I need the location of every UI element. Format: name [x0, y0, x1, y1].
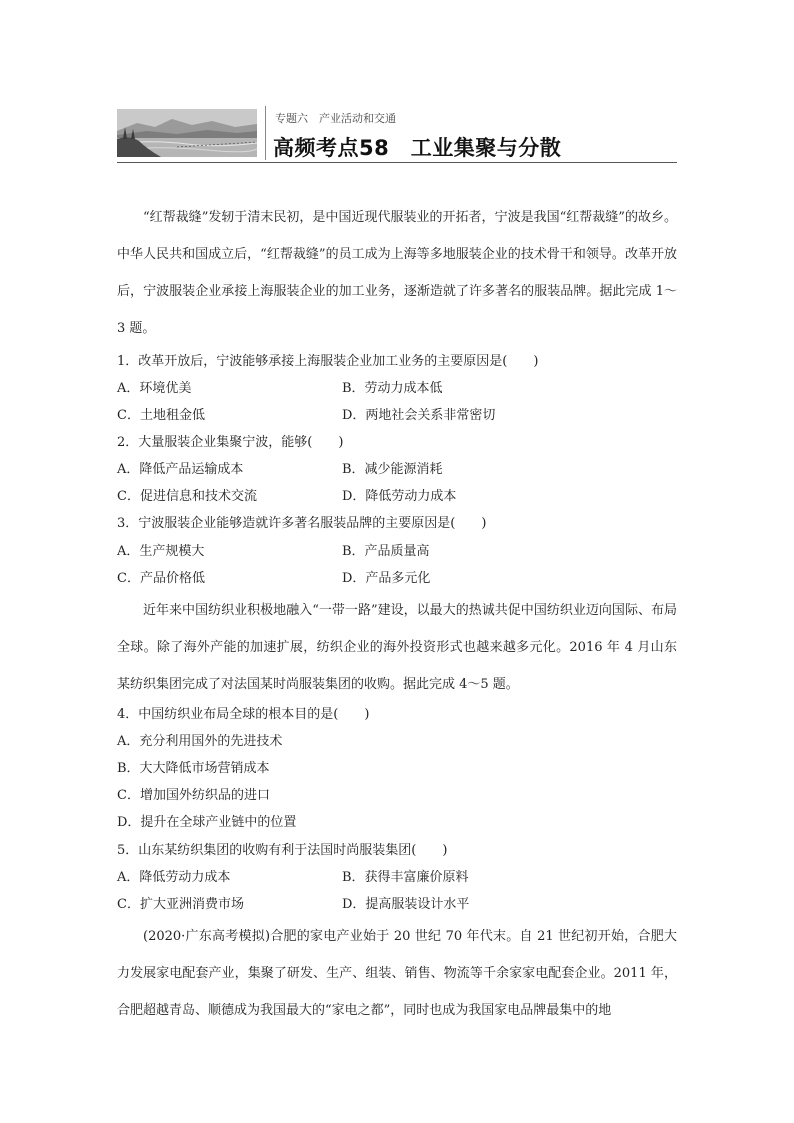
lake-landscape-image	[117, 109, 257, 157]
question-5-option-d: D．提高服装设计水平	[342, 897, 470, 912]
question-3-option-b: B．产品质量高	[342, 544, 430, 559]
question-4-option-d: D．提升在全球产业链中的位置	[117, 815, 297, 830]
question-2-stem: 2．大量服装企业集聚宁波，能够( )	[117, 435, 344, 450]
question-1-option-b: B．劳动力成本低	[342, 381, 443, 396]
question-1-stem: 1．改革开放后，宁波能够承接上海服装企业加工业务的主要原因是( )	[117, 354, 539, 369]
question-5-option-c: C．扩大亚洲消费市场	[117, 897, 244, 912]
question-3-option-a: A．生产规模大	[117, 544, 205, 559]
question-4-option-c: C．增加国外纺织品的进口	[117, 788, 270, 803]
question-4-option-b: B．大大降低市场营销成本	[117, 761, 270, 776]
passage-2: 近年来中国纺织业积极地融入“一带一路”建设，以最大的热诚共促中国纺织业迈向国际、布局全球。除了海外产能的加速扩展，纺织企业的海外投资形式也越来越多元化。2016 年 4 月山东某纺织集团完成了对法国某时尚服装集团的收购。据此完成 4～5 题。	[117, 603, 677, 692]
question-1-option-a: A．环境优美	[117, 381, 192, 396]
question-2-option-b: B．减少能源消耗	[342, 462, 443, 477]
question-3-option-c: C．产品价格低	[117, 571, 205, 586]
question-4-stem: 4．中国纺织业布局全球的根本目的是( )	[117, 707, 370, 722]
header-divider	[265, 106, 266, 160]
question-1-option-d: D．两地社会关系非常密切	[342, 408, 496, 423]
question-5-option-a: A．降低劳动力成本	[117, 870, 231, 885]
header-rule	[117, 162, 677, 163]
passage-3: (2020·广东高考模拟)合肥的家电产业始于 20 世纪 70 年代末。自 21 世纪初开始，合肥大力发展家电配套产业，集聚了研发、生产、组装、销售、物流等千余家家电配套企业。2011 年，合肥超越青岛、顺德成为我国最大的“家电之都”，同时也成为我国家电品牌最集中的地	[117, 929, 677, 1018]
passage-1: “红帮裁缝”发轫于清末民初，是中国近现代服装业的开拓者，宁波是我国“红帮裁缝”的故乡。中华人民共和国成立后，“红帮裁缝”的员工成为上海等多地服装企业的技术骨干和领导。改革开放后，宁波服装企业承接上海服装企业的加工业务，逐渐造就了许多著名的服装品牌。据此完成 1～3 题。	[117, 210, 677, 336]
question-3-stem: 3．宁波服装企业能够造就许多著名服装品牌的主要原因是( )	[117, 516, 487, 531]
question-2-option-a: A．降低产品运输成本	[117, 462, 244, 477]
question-5-option-b: B．获得丰富廉价原料	[342, 870, 469, 885]
topic-label: 专题六 产业活动和交通	[275, 112, 396, 125]
question-1-option-c: C．土地租金低	[117, 408, 205, 423]
question-3-option-d: D．产品多元化	[342, 571, 431, 586]
page-header	[117, 106, 677, 160]
question-2-option-d: D．降低劳动力成本	[342, 489, 457, 504]
question-5-stem: 5．山东某纺织集团的收购有利于法国时尚服装集团( )	[117, 843, 448, 858]
question-2-option-c: C．促进信息和技术交流	[117, 489, 257, 504]
page-title: 高频考点58 工业集聚与分散	[273, 136, 562, 160]
question-4-option-a: A．充分利用国外的先进技术	[117, 734, 283, 749]
